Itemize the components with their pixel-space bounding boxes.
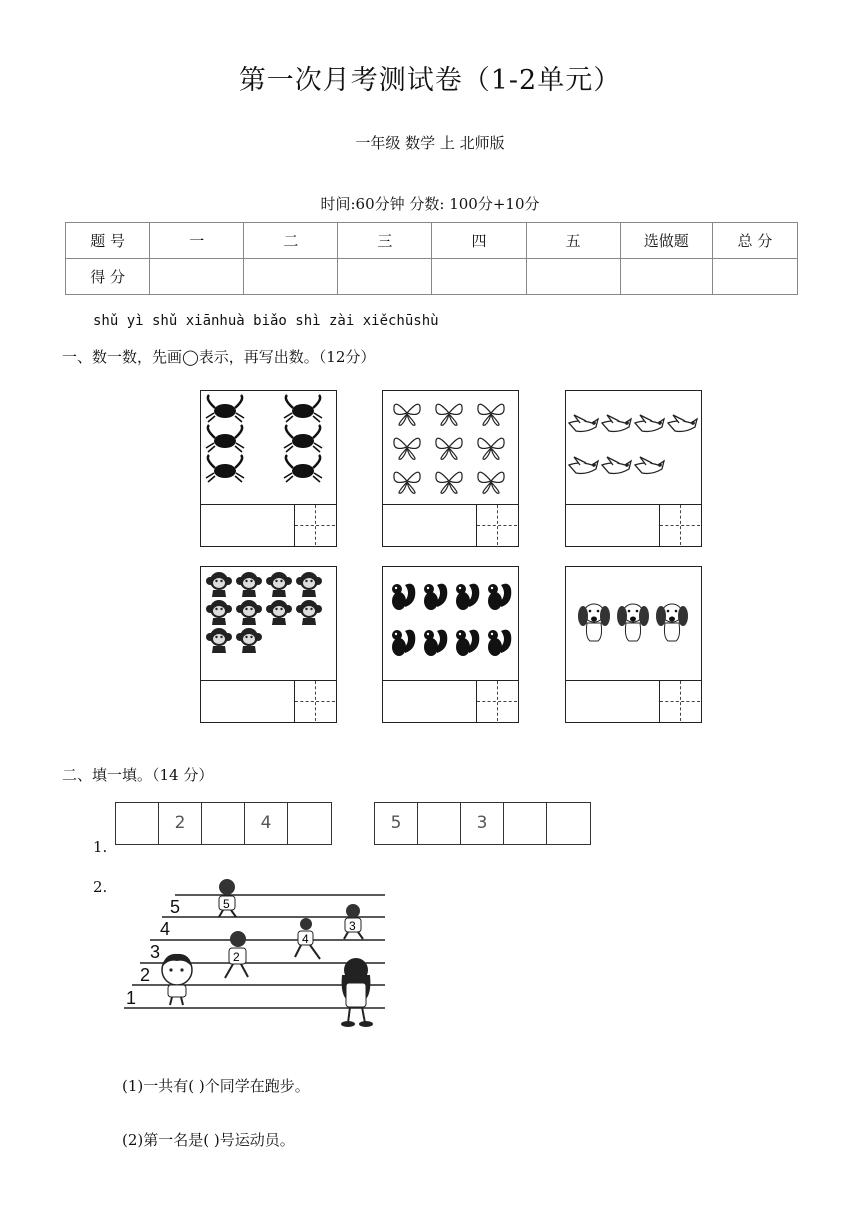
counting-card-monkey <box>200 566 337 723</box>
boy-runner-icon <box>162 954 192 1005</box>
pinyin-line: shǔ yì shǔ xiānhuà biǎo shì zài xiěchūshù <box>93 313 439 329</box>
score-cell[interactable] <box>150 259 244 295</box>
sequence-cell[interactable] <box>202 803 245 844</box>
runner-bib: 3 <box>349 919 356 933</box>
runner-bib: 2 <box>233 950 240 964</box>
runner-icon <box>295 918 320 959</box>
sequence-cell[interactable] <box>547 803 590 844</box>
counting-card-squirrel <box>382 566 519 723</box>
score-cell[interactable] <box>620 259 712 295</box>
score-cell[interactable] <box>432 259 526 295</box>
butterfly-icon <box>383 391 517 504</box>
score-cell[interactable] <box>712 259 797 295</box>
score-header-cell: 三 <box>338 223 432 259</box>
answer-writing-box[interactable] <box>476 504 518 546</box>
sequence-cell[interactable] <box>504 803 547 844</box>
runner-icon <box>225 931 248 978</box>
girl-runner-icon <box>341 958 373 1027</box>
number-sequence-b <box>374 802 591 845</box>
score-table-score-row <box>66 259 798 295</box>
counting-card-butterfly <box>382 390 519 547</box>
lane-number: 3 <box>150 942 161 962</box>
time-score-line: 时间:60分钟 分数: 100分+10分 <box>320 195 540 213</box>
question-1-label: 1. <box>93 838 108 856</box>
bird-icon <box>566 391 700 504</box>
score-header-cell: 总 分 <box>712 223 797 259</box>
sequence-cell[interactable] <box>288 803 331 844</box>
counting-card-dog <box>565 566 702 723</box>
score-cell[interactable] <box>338 259 432 295</box>
score-cell[interactable] <box>244 259 338 295</box>
question-2-label: 2. <box>93 878 108 896</box>
score-table <box>65 222 798 295</box>
sequence-cell: 5 <box>375 803 418 844</box>
page-title: 第一次月考测试卷（1-2单元） <box>238 65 622 96</box>
score-header-cell: 四 <box>432 223 526 259</box>
sub-question-1: (1)一共有( )个同学在跑步。 <box>122 1077 310 1095</box>
sequence-cell: 2 <box>159 803 202 844</box>
section2-heading: 二、填一填。（14 分） <box>62 766 214 784</box>
dog-icon <box>566 567 700 680</box>
runner-bib: 5 <box>223 897 230 911</box>
answer-writing-box[interactable] <box>476 680 518 722</box>
lane-number: 1 <box>126 988 137 1008</box>
sequence-cell: 3 <box>461 803 504 844</box>
runner-icon <box>219 879 236 917</box>
monkey-icon <box>201 567 335 680</box>
runner-icon <box>344 904 363 939</box>
running-track-illustration <box>120 875 392 1030</box>
sub-question-2: (2)第一名是( )号运动员。 <box>122 1131 295 1149</box>
score-table-header-row <box>66 223 798 259</box>
score-cell[interactable] <box>526 259 620 295</box>
answer-writing-box[interactable] <box>294 504 336 546</box>
score-header-cell: 二 <box>244 223 338 259</box>
page-subtitle: 一年级 数学 上 北师版 <box>355 134 505 152</box>
sequence-cell[interactable] <box>116 803 159 844</box>
score-row-label: 得 分 <box>66 259 150 295</box>
runner-bib: 4 <box>302 932 309 946</box>
answer-writing-box[interactable] <box>659 680 701 722</box>
number-sequence-a <box>115 802 332 845</box>
counting-card-crab <box>200 390 337 547</box>
answer-writing-box[interactable] <box>659 504 701 546</box>
score-header-cell: 五 <box>526 223 620 259</box>
lane-number: 4 <box>160 919 171 939</box>
section1-heading: 一、数一数，先画◯表示，再写出数。（12分） <box>62 348 376 366</box>
counting-card-bird <box>565 390 702 547</box>
score-header-cell: 题 号 <box>66 223 150 259</box>
lane-number: 2 <box>140 965 151 985</box>
answer-writing-box[interactable] <box>294 680 336 722</box>
crab-icon <box>201 391 335 504</box>
score-header-cell: 一 <box>150 223 244 259</box>
lane-number: 5 <box>170 897 181 917</box>
sequence-cell: 4 <box>245 803 288 844</box>
sequence-cell[interactable] <box>418 803 461 844</box>
score-header-cell: 选做题 <box>620 223 712 259</box>
squirrel-icon <box>383 567 517 680</box>
